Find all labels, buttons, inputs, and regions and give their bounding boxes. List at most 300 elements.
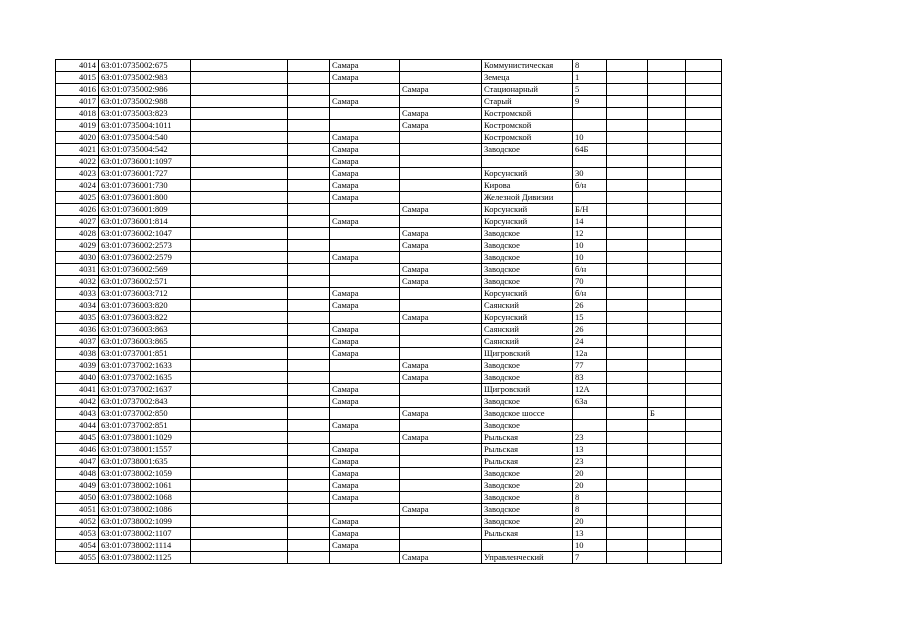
cell-city-2: Самара <box>400 552 482 564</box>
cell-col-11 <box>686 432 722 444</box>
cell-col-9 <box>607 336 648 348</box>
cell-house: 24 <box>573 336 607 348</box>
cell-row-number: 4054 <box>56 540 99 552</box>
table-row <box>56 312 722 324</box>
cell-col-9 <box>607 288 648 300</box>
cell-col-3 <box>191 240 288 252</box>
cell-row-number: 4036 <box>56 324 99 336</box>
cell-col-10 <box>648 120 686 132</box>
cell-col-4 <box>288 108 330 120</box>
cell-col-10 <box>648 384 686 396</box>
cell-street: Заводское <box>482 228 573 240</box>
cell-house <box>573 192 607 204</box>
cell-cadastral-number: 63:01:0738002:1086 <box>99 504 191 516</box>
cell-col-11 <box>686 384 722 396</box>
cell-row-number: 4035 <box>56 312 99 324</box>
cell-city-2 <box>400 96 482 108</box>
cell-col-10 <box>648 504 686 516</box>
cell-row-number: 4055 <box>56 552 99 564</box>
cell-house: 10 <box>573 252 607 264</box>
cell-cadastral-number: 63:01:0737002:1637 <box>99 384 191 396</box>
cell-col-10 <box>648 336 686 348</box>
cell-street <box>482 540 573 552</box>
cell-house: 13 <box>573 528 607 540</box>
cell-col-9 <box>607 384 648 396</box>
cell-city-1: Самара <box>330 168 400 180</box>
cell-col-10 <box>648 468 686 480</box>
cell-city-1 <box>330 204 400 216</box>
table-row <box>56 228 722 240</box>
cell-house: 9 <box>573 96 607 108</box>
cell-house: 83 <box>573 372 607 384</box>
cell-col-11 <box>686 108 722 120</box>
cell-col-9 <box>607 192 648 204</box>
cell-col-4 <box>288 216 330 228</box>
cell-col-10 <box>648 396 686 408</box>
cell-col-3 <box>191 180 288 192</box>
cell-row-number: 4016 <box>56 84 99 96</box>
table-row <box>56 516 722 528</box>
cell-house: 64Б <box>573 144 607 156</box>
cell-col-11 <box>686 264 722 276</box>
cell-row-number: 4041 <box>56 384 99 396</box>
cell-col-4 <box>288 504 330 516</box>
cell-col-10 <box>648 420 686 432</box>
cell-col-3 <box>191 144 288 156</box>
cell-city-1: Самара <box>330 480 400 492</box>
cell-house: 8 <box>573 504 607 516</box>
cell-street: Рыльская <box>482 444 573 456</box>
cell-city-2: Самара <box>400 120 482 132</box>
cell-row-number: 4038 <box>56 348 99 360</box>
cell-house: 10 <box>573 132 607 144</box>
cell-col-9 <box>607 240 648 252</box>
cell-col-3 <box>191 468 288 480</box>
cell-col-4 <box>288 252 330 264</box>
cell-row-number: 4044 <box>56 420 99 432</box>
cell-row-number: 4029 <box>56 240 99 252</box>
cell-col-9 <box>607 456 648 468</box>
table-row <box>56 288 722 300</box>
cell-col-9 <box>607 360 648 372</box>
cell-col-4 <box>288 372 330 384</box>
cell-city-2 <box>400 492 482 504</box>
cell-col-10 <box>648 456 686 468</box>
table-row <box>56 456 722 468</box>
table-row <box>56 96 722 108</box>
cell-city-2 <box>400 216 482 228</box>
cell-street: Корсунский <box>482 312 573 324</box>
cell-col-10 <box>648 540 686 552</box>
cell-row-number: 4046 <box>56 444 99 456</box>
cell-col-10 <box>648 192 686 204</box>
cell-col-3 <box>191 348 288 360</box>
table-row <box>56 168 722 180</box>
cell-cadastral-number: 63:01:0736002:2579 <box>99 252 191 264</box>
cell-cadastral-number: 63:01:0735004:540 <box>99 132 191 144</box>
cell-city-1: Самара <box>330 492 400 504</box>
cell-col-10 <box>648 228 686 240</box>
cell-cadastral-number: 63:01:0735002:988 <box>99 96 191 108</box>
cell-city-2 <box>400 156 482 168</box>
cell-col-9 <box>607 552 648 564</box>
cell-city-2 <box>400 144 482 156</box>
cell-street: Старый <box>482 96 573 108</box>
cell-col-4 <box>288 96 330 108</box>
cell-city-1: Самара <box>330 516 400 528</box>
cell-col-4 <box>288 336 330 348</box>
cell-row-number: 4031 <box>56 264 99 276</box>
cell-col-10 <box>648 204 686 216</box>
cell-col-4 <box>288 276 330 288</box>
cell-col-10 <box>648 264 686 276</box>
cell-col-4 <box>288 432 330 444</box>
cell-house: 20 <box>573 468 607 480</box>
cell-city-1 <box>330 120 400 132</box>
cell-city-2: Самара <box>400 240 482 252</box>
cell-col-4 <box>288 420 330 432</box>
cell-cadastral-number: 63:01:0737002:851 <box>99 420 191 432</box>
cell-street: Саянский <box>482 324 573 336</box>
cell-col-3 <box>191 408 288 420</box>
cell-city-1: Самара <box>330 180 400 192</box>
cell-street: Управленческий <box>482 552 573 564</box>
cell-col-10 <box>648 324 686 336</box>
cell-city-2 <box>400 348 482 360</box>
cell-col-11 <box>686 540 722 552</box>
cell-city-2: Самара <box>400 108 482 120</box>
cell-col-4 <box>288 228 330 240</box>
cell-city-1: Самара <box>330 456 400 468</box>
cell-row-number: 4026 <box>56 204 99 216</box>
cell-col-10 <box>648 144 686 156</box>
cell-col-9 <box>607 180 648 192</box>
cell-city-1 <box>330 228 400 240</box>
cell-house: 12а <box>573 348 607 360</box>
cell-col-4 <box>288 84 330 96</box>
cell-street: Щигровский <box>482 348 573 360</box>
cell-city-2: Самара <box>400 264 482 276</box>
cell-street: Заводское <box>482 360 573 372</box>
cell-row-number: 4019 <box>56 120 99 132</box>
cell-col-3 <box>191 444 288 456</box>
cell-street: Железной Дивизии <box>482 192 573 204</box>
cell-col-11 <box>686 324 722 336</box>
cell-col-11 <box>686 420 722 432</box>
cell-col-4 <box>288 528 330 540</box>
cell-col-4 <box>288 540 330 552</box>
cell-city-1 <box>330 372 400 384</box>
cell-col-4 <box>288 120 330 132</box>
cell-col-9 <box>607 348 648 360</box>
cell-col-3 <box>191 420 288 432</box>
cell-city-1: Самара <box>330 156 400 168</box>
cell-col-4 <box>288 360 330 372</box>
cell-house: 70 <box>573 276 607 288</box>
cell-col-3 <box>191 372 288 384</box>
cell-street: Заводское <box>482 264 573 276</box>
cell-city-1: Самара <box>330 396 400 408</box>
cell-cadastral-number: 63:01:0736003:822 <box>99 312 191 324</box>
cell-col-9 <box>607 96 648 108</box>
cell-city-2 <box>400 300 482 312</box>
table-row <box>56 492 722 504</box>
table-row <box>56 144 722 156</box>
cell-street: Заводское <box>482 396 573 408</box>
cell-col-9 <box>607 132 648 144</box>
cell-row-number: 4048 <box>56 468 99 480</box>
cell-cadastral-number: 63:01:0738001:1029 <box>99 432 191 444</box>
cell-col-3 <box>191 60 288 72</box>
cell-house: 20 <box>573 480 607 492</box>
cell-city-1 <box>330 552 400 564</box>
cell-house: 30 <box>573 168 607 180</box>
cell-col-10 <box>648 444 686 456</box>
cell-house: 8 <box>573 492 607 504</box>
cell-col-10 <box>648 552 686 564</box>
cell-city-2 <box>400 516 482 528</box>
cell-city-1 <box>330 408 400 420</box>
table-row <box>56 264 722 276</box>
cell-col-3 <box>191 168 288 180</box>
table-row <box>56 276 722 288</box>
cell-city-2: Самара <box>400 204 482 216</box>
table-row <box>56 300 722 312</box>
cell-col-3 <box>191 72 288 84</box>
cell-city-1: Самара <box>330 348 400 360</box>
cell-house: 5 <box>573 84 607 96</box>
cell-cadastral-number: 63:01:0738002:1099 <box>99 516 191 528</box>
cell-col-3 <box>191 360 288 372</box>
cell-cadastral-number: 63:01:0738002:1059 <box>99 468 191 480</box>
cell-col-4 <box>288 204 330 216</box>
cell-row-number: 4033 <box>56 288 99 300</box>
cell-col-10 <box>648 252 686 264</box>
cell-col-3 <box>191 264 288 276</box>
cell-row-number: 4025 <box>56 192 99 204</box>
cell-col-3 <box>191 456 288 468</box>
cell-city-1 <box>330 264 400 276</box>
cell-col-4 <box>288 264 330 276</box>
cell-col-4 <box>288 144 330 156</box>
cell-col-10 <box>648 312 686 324</box>
cell-col-11 <box>686 348 722 360</box>
cell-street: Заводское <box>482 504 573 516</box>
cell-col-11 <box>686 480 722 492</box>
cell-col-4 <box>288 288 330 300</box>
cell-col-3 <box>191 252 288 264</box>
cell-city-2 <box>400 468 482 480</box>
cell-col-9 <box>607 144 648 156</box>
cell-col-11 <box>686 528 722 540</box>
cell-col-11 <box>686 372 722 384</box>
table-row <box>56 396 722 408</box>
cell-col-11 <box>686 192 722 204</box>
cell-col-3 <box>191 552 288 564</box>
cell-city-1: Самара <box>330 384 400 396</box>
table-row <box>56 444 722 456</box>
cell-col-3 <box>191 516 288 528</box>
cell-cadastral-number: 63:01:0737001:851 <box>99 348 191 360</box>
cell-cadastral-number: 63:01:0738002:1068 <box>99 492 191 504</box>
cell-cadastral-number: 63:01:0738001:635 <box>99 456 191 468</box>
cell-city-2: Самара <box>400 84 482 96</box>
cell-row-number: 4022 <box>56 156 99 168</box>
cell-cadastral-number: 63:01:0738002:1107 <box>99 528 191 540</box>
cell-street: Кирова <box>482 180 573 192</box>
cell-city-2 <box>400 180 482 192</box>
cell-house <box>573 120 607 132</box>
cell-col-9 <box>607 108 648 120</box>
cell-col-9 <box>607 420 648 432</box>
cell-col-10 <box>648 348 686 360</box>
cell-col-11 <box>686 468 722 480</box>
cell-col-9 <box>607 264 648 276</box>
cell-street: Заводское <box>482 492 573 504</box>
cell-col-11 <box>686 132 722 144</box>
table-row <box>56 192 722 204</box>
cell-city-1: Самара <box>330 336 400 348</box>
cell-col-3 <box>191 276 288 288</box>
cell-col-9 <box>607 480 648 492</box>
records-table <box>55 59 722 564</box>
cell-city-1: Самара <box>330 96 400 108</box>
cell-house: б/н <box>573 264 607 276</box>
cell-col-11 <box>686 456 722 468</box>
cell-cadastral-number: 63:01:0737002:1635 <box>99 372 191 384</box>
cell-street: Рыльская <box>482 432 573 444</box>
cell-col-3 <box>191 300 288 312</box>
cell-col-11 <box>686 504 722 516</box>
table-row <box>56 204 722 216</box>
cell-city-1: Самара <box>330 144 400 156</box>
cell-col-9 <box>607 492 648 504</box>
cell-city-1: Самара <box>330 60 400 72</box>
cell-cadastral-number: 63:01:0738002:1125 <box>99 552 191 564</box>
cell-row-number: 4018 <box>56 108 99 120</box>
cell-col-11 <box>686 72 722 84</box>
cell-row-number: 4027 <box>56 216 99 228</box>
cell-city-1: Самара <box>330 192 400 204</box>
cell-street: Костромской <box>482 108 573 120</box>
cell-house: 26 <box>573 324 607 336</box>
cell-col-11 <box>686 84 722 96</box>
cell-street: Корсунский <box>482 288 573 300</box>
cell-street <box>482 156 573 168</box>
cell-col-10 <box>648 156 686 168</box>
cell-row-number: 4028 <box>56 228 99 240</box>
cell-row-number: 4021 <box>56 144 99 156</box>
cell-col-3 <box>191 432 288 444</box>
cell-cadastral-number: 63:01:0738001:1557 <box>99 444 191 456</box>
cell-row-number: 4050 <box>56 492 99 504</box>
cell-col-3 <box>191 336 288 348</box>
table-row <box>56 468 722 480</box>
cell-house: б/н <box>573 180 607 192</box>
cell-row-number: 4042 <box>56 396 99 408</box>
cell-city-2 <box>400 132 482 144</box>
cell-col-9 <box>607 516 648 528</box>
cell-row-number: 4017 <box>56 96 99 108</box>
cell-city-1 <box>330 276 400 288</box>
cell-city-1: Самара <box>330 468 400 480</box>
cell-col-11 <box>686 156 722 168</box>
cell-city-2 <box>400 480 482 492</box>
cell-street: Костромской <box>482 120 573 132</box>
cell-col-4 <box>288 132 330 144</box>
cell-col-4 <box>288 468 330 480</box>
cell-col-3 <box>191 396 288 408</box>
cell-house: 10 <box>573 540 607 552</box>
cell-house <box>573 108 607 120</box>
cell-col-11 <box>686 516 722 528</box>
cell-col-11 <box>686 216 722 228</box>
cell-row-number: 4034 <box>56 300 99 312</box>
cell-row-number: 4014 <box>56 60 99 72</box>
cell-city-1 <box>330 360 400 372</box>
cell-cadastral-number: 63:01:0738002:1061 <box>99 480 191 492</box>
cell-city-2 <box>400 168 482 180</box>
table-row <box>56 552 722 564</box>
cell-city-1: Самара <box>330 300 400 312</box>
cell-street: Корсунский <box>482 204 573 216</box>
cell-col-4 <box>288 324 330 336</box>
cell-col-9 <box>607 60 648 72</box>
cell-col-4 <box>288 408 330 420</box>
cell-col-4 <box>288 480 330 492</box>
cell-col-3 <box>191 228 288 240</box>
cell-col-10 <box>648 132 686 144</box>
cell-street: Заводское <box>482 240 573 252</box>
cell-col-10 <box>648 108 686 120</box>
cell-street: Заводское <box>482 480 573 492</box>
table-row <box>56 384 722 396</box>
cell-col-11 <box>686 444 722 456</box>
table-row <box>56 252 722 264</box>
cell-row-number: 4032 <box>56 276 99 288</box>
cell-col-4 <box>288 492 330 504</box>
cell-street: Саянский <box>482 300 573 312</box>
cell-street: Саянский <box>482 336 573 348</box>
cell-city-2 <box>400 192 482 204</box>
cell-house: 15 <box>573 312 607 324</box>
cell-col-3 <box>191 84 288 96</box>
cell-col-10 <box>648 492 686 504</box>
table-row <box>56 84 722 96</box>
cell-col-4 <box>288 444 330 456</box>
cell-col-10 <box>648 240 686 252</box>
cell-col-10 <box>648 300 686 312</box>
cell-house <box>573 408 607 420</box>
cell-col-4 <box>288 60 330 72</box>
cell-cadastral-number: 63:01:0735004:542 <box>99 144 191 156</box>
cell-col-10 <box>648 168 686 180</box>
cell-col-11 <box>686 288 722 300</box>
cell-city-2: Самара <box>400 408 482 420</box>
cell-city-2 <box>400 384 482 396</box>
cell-col-10 <box>648 516 686 528</box>
cell-house: 26 <box>573 300 607 312</box>
cell-city-2: Самара <box>400 312 482 324</box>
cell-col-10: Б <box>648 408 686 420</box>
cell-col-4 <box>288 168 330 180</box>
cell-col-11 <box>686 144 722 156</box>
cell-cadastral-number: 63:01:0736001:730 <box>99 180 191 192</box>
table-row <box>56 372 722 384</box>
cell-cadastral-number: 63:01:0736003:820 <box>99 300 191 312</box>
cell-city-2 <box>400 396 482 408</box>
cell-city-1: Самара <box>330 528 400 540</box>
